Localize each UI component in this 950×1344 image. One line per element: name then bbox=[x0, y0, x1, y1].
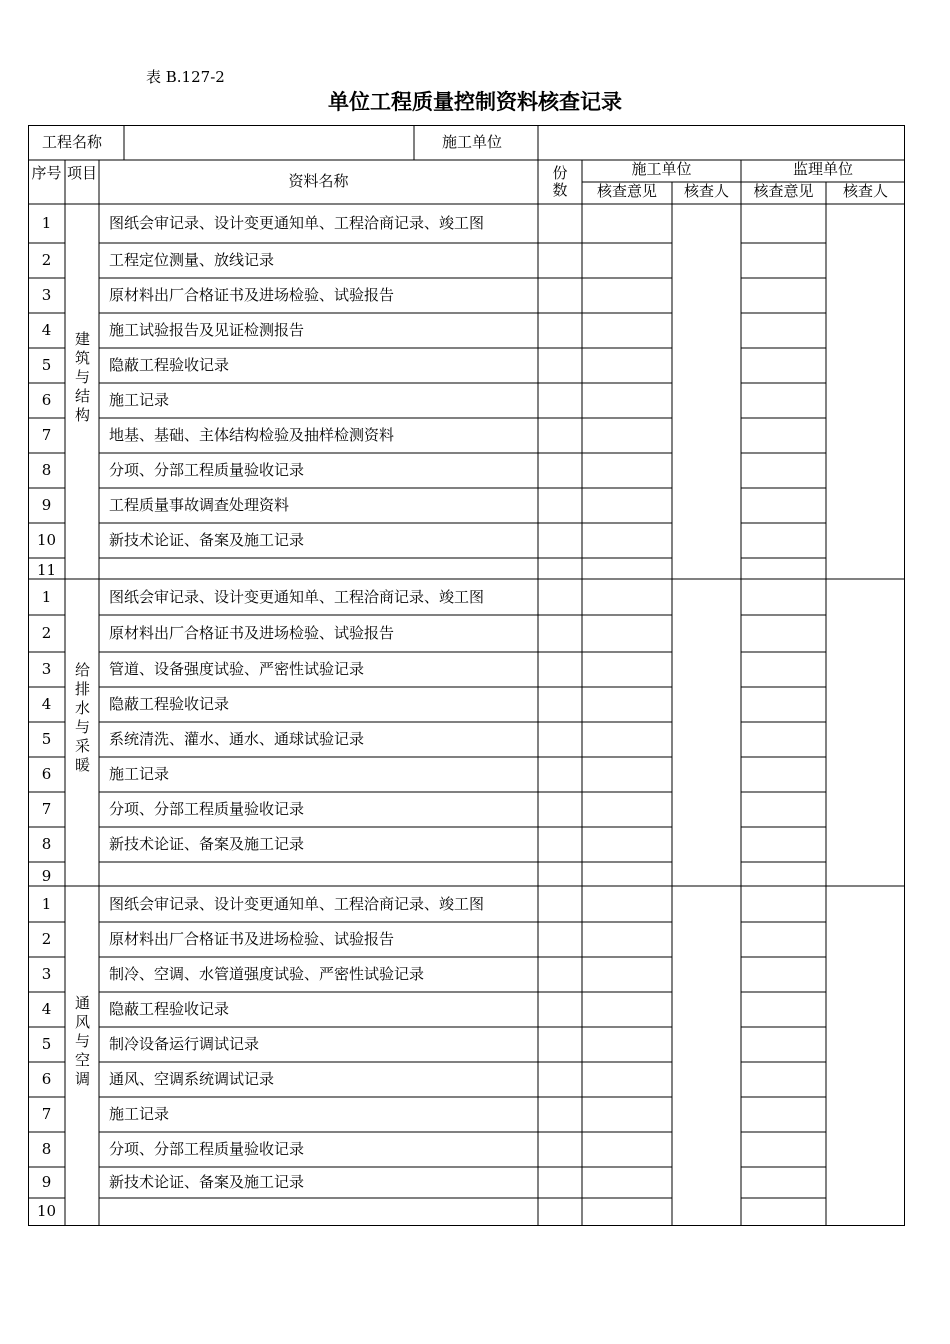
row-number: 9 bbox=[41, 496, 52, 514]
row-number: 11 bbox=[36, 561, 57, 579]
row-number: 3 bbox=[41, 660, 52, 678]
supervision-opinion-cell[interactable] bbox=[742, 524, 825, 557]
document-name: 分项、分部工程质量验收记录 bbox=[109, 800, 305, 818]
row-number: 9 bbox=[41, 1173, 52, 1191]
construction-opinion-cell[interactable] bbox=[583, 244, 671, 277]
copies-cell[interactable] bbox=[539, 244, 581, 277]
document-name: 图纸会审记录、设计变更通知单、工程洽商记录、竣工图 bbox=[109, 587, 485, 606]
construction-opinion-cell[interactable] bbox=[583, 887, 671, 921]
document-name: 原材料出厂合格证书及进场检验、试验报告 bbox=[109, 286, 395, 304]
copies-cell[interactable] bbox=[539, 384, 581, 417]
construction-opinion-cell[interactable] bbox=[583, 279, 671, 312]
row-number: 4 bbox=[41, 1000, 52, 1018]
copies-cell[interactable] bbox=[539, 1098, 581, 1131]
supervision-opinion-cell[interactable] bbox=[742, 1199, 825, 1224]
construction-opinion-cell[interactable] bbox=[583, 828, 671, 861]
construction-checker-cell[interactable] bbox=[673, 205, 740, 578]
supervision-opinion-cell[interactable] bbox=[742, 923, 825, 956]
document-name: 原材料出厂合格证书及进场检验、试验报告 bbox=[109, 624, 395, 642]
supervision-opinion-cell[interactable] bbox=[742, 349, 825, 382]
document-name: 制冷设备运行调试记录 bbox=[109, 1035, 260, 1053]
construction-opinion-cell[interactable] bbox=[583, 923, 671, 956]
row-number: 6 bbox=[41, 1070, 52, 1088]
row-number: 8 bbox=[41, 1140, 52, 1158]
supervision-opinion-cell[interactable] bbox=[742, 419, 825, 452]
col-header-construction-opinion: 核查意见 bbox=[596, 182, 657, 200]
supervision-checker-cell[interactable] bbox=[827, 205, 904, 578]
check-record-table bbox=[28, 125, 905, 1226]
document-name: 新技术论证、备案及施工记录 bbox=[109, 1173, 305, 1191]
construction-opinion-cell[interactable] bbox=[583, 1168, 671, 1197]
document-name: 新技术论证、备案及施工记录 bbox=[109, 531, 305, 549]
document-name: 分项、分部工程质量验收记录 bbox=[109, 1140, 305, 1158]
row-number: 3 bbox=[41, 965, 52, 983]
document-name: 隐蔽工程验收记录 bbox=[109, 695, 230, 713]
construction-opinion-cell[interactable] bbox=[583, 958, 671, 991]
col-header-supervision-opinion: 核查意见 bbox=[753, 182, 814, 200]
supervision-opinion-cell[interactable] bbox=[742, 887, 825, 921]
supervision-opinion-cell[interactable] bbox=[742, 454, 825, 487]
supervision-opinion-cell[interactable] bbox=[742, 758, 825, 791]
supervision-opinion-cell[interactable] bbox=[742, 958, 825, 991]
document-name: 施工记录 bbox=[109, 391, 170, 409]
document-name: 图纸会审记录、设计变更通知单、工程洽商记录、竣工图 bbox=[109, 214, 485, 232]
row-number: 3 bbox=[41, 286, 52, 304]
copies-cell[interactable] bbox=[539, 1133, 581, 1166]
copies-cell[interactable] bbox=[539, 205, 581, 242]
copies-cell[interactable] bbox=[539, 723, 581, 756]
col-header-construction-checker: 核查人 bbox=[683, 182, 729, 200]
document-name: 地基、基础、主体结构检验及抽样检测资料 bbox=[109, 426, 395, 444]
col-header-item: 项目 bbox=[66, 164, 97, 182]
row-number: 9 bbox=[41, 866, 52, 885]
copies-cell[interactable] bbox=[539, 793, 581, 826]
copies-cell[interactable] bbox=[539, 863, 581, 885]
document-name: 系统清洗、灌水、通水、通球试验记录 bbox=[109, 730, 365, 748]
copies-cell[interactable] bbox=[539, 1168, 581, 1197]
supervision-opinion-cell[interactable] bbox=[742, 828, 825, 861]
copies-cell[interactable] bbox=[539, 419, 581, 452]
construction-opinion-cell[interactable] bbox=[583, 1199, 671, 1224]
supervision-checker-cell[interactable] bbox=[827, 887, 904, 1224]
row-number: 8 bbox=[41, 461, 52, 479]
construction-opinion-cell[interactable] bbox=[583, 616, 671, 651]
supervision-opinion-cell[interactable] bbox=[742, 1098, 825, 1131]
section-label: 通风与空调 bbox=[73, 995, 91, 1090]
document-name: 施工试验报告及见证检测报告 bbox=[109, 321, 305, 339]
copies-cell[interactable] bbox=[539, 314, 581, 347]
document-name: 图纸会审记录、设计变更通知单、工程洽商记录、竣工图 bbox=[109, 894, 485, 913]
construction-opinion-cell[interactable] bbox=[583, 653, 671, 686]
row-number: 7 bbox=[41, 426, 52, 444]
col-header-copies: 份数 bbox=[552, 164, 568, 199]
copies-cell[interactable] bbox=[539, 489, 581, 522]
construction-opinion-cell[interactable] bbox=[583, 314, 671, 347]
document-name: 通风、空调系统调试记录 bbox=[109, 1070, 275, 1088]
construction-unit-label: 施工单位 bbox=[442, 133, 503, 151]
supervision-opinion-cell[interactable] bbox=[742, 580, 825, 614]
construction-opinion-cell[interactable] bbox=[583, 419, 671, 452]
copies-cell[interactable] bbox=[539, 993, 581, 1026]
col-header-supervision-unit: 监理单位 bbox=[792, 160, 853, 178]
supervision-checker-cell[interactable] bbox=[827, 580, 904, 885]
construction-opinion-cell[interactable] bbox=[583, 205, 671, 242]
construction-opinion-cell[interactable] bbox=[583, 758, 671, 791]
row-number: 1 bbox=[41, 894, 52, 913]
supervision-opinion-cell[interactable] bbox=[742, 1063, 825, 1096]
row-number: 4 bbox=[41, 695, 52, 713]
row-number: 7 bbox=[41, 1105, 52, 1123]
project-name-label: 工程名称 bbox=[42, 133, 103, 151]
copies-cell[interactable] bbox=[539, 580, 581, 614]
copies-cell[interactable] bbox=[539, 524, 581, 557]
construction-opinion-cell[interactable] bbox=[583, 993, 671, 1026]
section-label: 建筑与结构 bbox=[73, 331, 91, 426]
col-header-construction-unit: 施工单位 bbox=[631, 160, 692, 178]
supervision-opinion-cell[interactable] bbox=[742, 1133, 825, 1166]
construction-checker-cell[interactable] bbox=[673, 887, 740, 1224]
copies-cell[interactable] bbox=[539, 616, 581, 651]
supervision-opinion-cell[interactable] bbox=[742, 723, 825, 756]
copies-cell[interactable] bbox=[539, 653, 581, 686]
row-number: 2 bbox=[41, 624, 52, 642]
copies-cell[interactable] bbox=[539, 349, 581, 382]
row-number: 5 bbox=[41, 730, 52, 748]
construction-opinion-cell[interactable] bbox=[583, 454, 671, 487]
form-number: 表 B.127-2 bbox=[146, 68, 225, 86]
construction-opinion-cell[interactable] bbox=[583, 559, 671, 578]
col-header-supervision-checker: 核查人 bbox=[842, 182, 888, 200]
copies-cell[interactable] bbox=[539, 958, 581, 991]
row-number: 6 bbox=[41, 765, 52, 783]
construction-opinion-cell[interactable] bbox=[583, 1133, 671, 1166]
copies-cell[interactable] bbox=[539, 828, 581, 861]
copies-cell[interactable] bbox=[539, 688, 581, 721]
construction-opinion-cell[interactable] bbox=[583, 793, 671, 826]
document-name: 工程质量事故调查处理资料 bbox=[109, 496, 290, 514]
supervision-opinion-cell[interactable] bbox=[742, 1028, 825, 1061]
copies-cell[interactable] bbox=[539, 1063, 581, 1096]
construction-opinion-cell[interactable] bbox=[583, 349, 671, 382]
construction-opinion-cell[interactable] bbox=[583, 384, 671, 417]
col-header-doc-name: 资料名称 bbox=[288, 172, 349, 190]
supervision-opinion-cell[interactable] bbox=[742, 793, 825, 826]
construction-opinion-cell[interactable] bbox=[583, 723, 671, 756]
copies-cell[interactable] bbox=[539, 923, 581, 956]
row-number: 1 bbox=[41, 214, 52, 232]
supervision-opinion-cell[interactable] bbox=[742, 489, 825, 522]
row-number: 10 bbox=[36, 531, 57, 549]
copies-cell[interactable] bbox=[539, 1028, 581, 1061]
copies-cell[interactable] bbox=[539, 279, 581, 312]
construction-opinion-cell[interactable] bbox=[583, 580, 671, 614]
section-label: 给排水与采暖 bbox=[73, 661, 91, 776]
document-name: 分项、分部工程质量验收记录 bbox=[109, 461, 305, 479]
row-number: 6 bbox=[41, 391, 52, 409]
construction-opinion-cell[interactable] bbox=[583, 524, 671, 557]
document-name: 隐蔽工程验收记录 bbox=[109, 356, 230, 374]
col-header-seq: 序号 bbox=[31, 164, 62, 182]
construction-checker-cell[interactable] bbox=[673, 580, 740, 885]
document-name: 工程定位测量、放线记录 bbox=[109, 251, 275, 269]
supervision-opinion-cell[interactable] bbox=[742, 244, 825, 277]
supervision-opinion-cell[interactable] bbox=[742, 616, 825, 651]
construction-opinion-cell[interactable] bbox=[583, 489, 671, 522]
construction-opinion-cell[interactable] bbox=[583, 1028, 671, 1061]
construction-opinion-cell[interactable] bbox=[583, 1063, 671, 1096]
document-name: 制冷、空调、水管道强度试验、严密性试验记录 bbox=[109, 965, 425, 983]
construction-opinion-cell[interactable] bbox=[583, 863, 671, 885]
document-name: 原材料出厂合格证书及进场检验、试验报告 bbox=[109, 930, 395, 948]
construction-opinion-cell[interactable] bbox=[583, 688, 671, 721]
supervision-opinion-cell[interactable] bbox=[742, 653, 825, 686]
document-name: 新技术论证、备案及施工记录 bbox=[109, 835, 305, 853]
document-name: 施工记录 bbox=[109, 765, 170, 783]
copies-cell[interactable] bbox=[539, 454, 581, 487]
document-name: 管道、设备强度试验、严密性试验记录 bbox=[109, 660, 365, 678]
copies-cell[interactable] bbox=[539, 887, 581, 921]
page-title: 单位工程质量控制资料核查记录 bbox=[328, 90, 622, 114]
supervision-opinion-cell[interactable] bbox=[742, 559, 825, 578]
row-number: 4 bbox=[41, 321, 52, 339]
construction-opinion-cell[interactable] bbox=[583, 1098, 671, 1131]
supervision-opinion-cell[interactable] bbox=[742, 279, 825, 312]
row-number: 2 bbox=[41, 251, 52, 269]
row-number: 2 bbox=[41, 930, 52, 948]
supervision-opinion-cell[interactable] bbox=[742, 384, 825, 417]
supervision-opinion-cell[interactable] bbox=[742, 205, 825, 242]
row-number: 7 bbox=[41, 800, 52, 818]
supervision-opinion-cell[interactable] bbox=[742, 314, 825, 347]
document-name: 施工记录 bbox=[109, 1105, 170, 1123]
row-number: 8 bbox=[41, 835, 52, 853]
supervision-opinion-cell[interactable] bbox=[742, 1168, 825, 1197]
copies-cell[interactable] bbox=[539, 758, 581, 791]
copies-cell[interactable] bbox=[539, 1199, 581, 1224]
row-number: 10 bbox=[36, 1202, 57, 1220]
supervision-opinion-cell[interactable] bbox=[742, 688, 825, 721]
supervision-opinion-cell[interactable] bbox=[742, 863, 825, 885]
document-name: 隐蔽工程验收记录 bbox=[109, 1000, 230, 1018]
row-number: 1 bbox=[41, 587, 52, 606]
supervision-opinion-cell[interactable] bbox=[742, 993, 825, 1026]
row-number: 5 bbox=[41, 356, 52, 374]
row-number: 5 bbox=[41, 1035, 52, 1053]
copies-cell[interactable] bbox=[539, 559, 581, 578]
